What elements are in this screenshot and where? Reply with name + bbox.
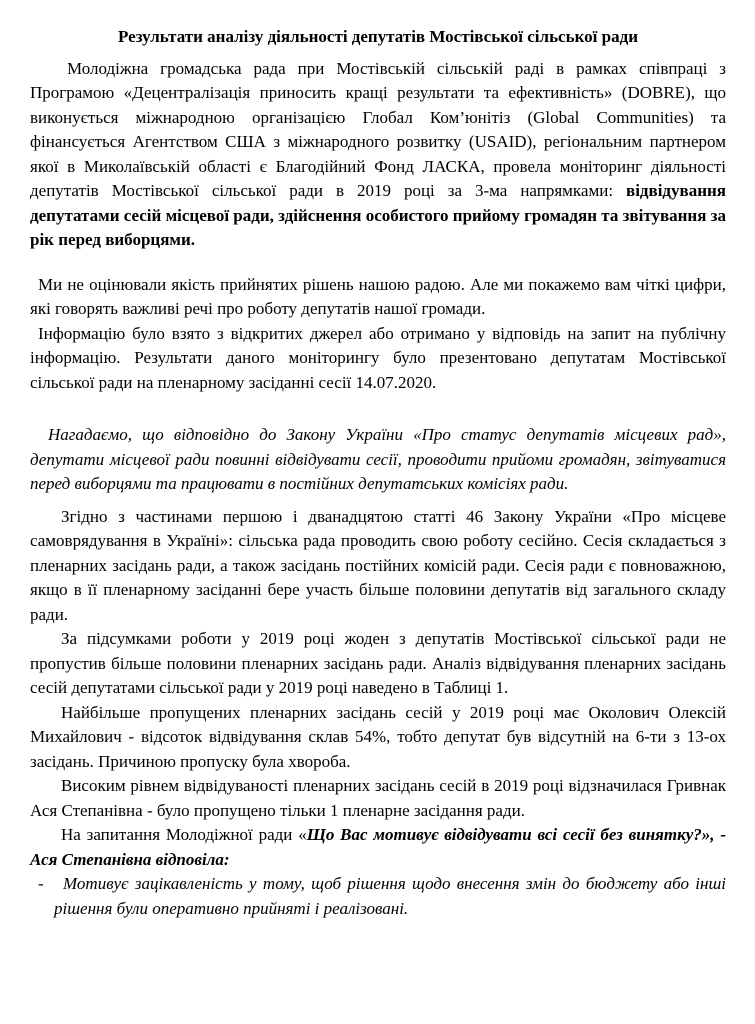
- document-title: Результати аналізу діяльності депутатів Мостівської сільської ради: [118, 27, 638, 46]
- paragraph-question: [30, 823, 726, 872]
- list-item-motivation-text: Мотивує зацікавленість у тому, щоб рішення щодо внесення змін до бюджету або інші рішення були оперативно прийняті і реалізовані.: [54, 874, 726, 918]
- paragraph-article-46: Згідно з частинами першою і дванадцятою статті 46 Закону України «Про місцеве самоврядування в Україні»: сільська рада проводить свою роботу сесійно. Сесія складається з пленарних засідань ради, а також засідань постійних комісій ради. Сесія ради є повноважною, якщо в її пленарному засіданні бере участь більше половини депутатів від загального складу ради.: [30, 506, 726, 624]
- paragraph-best-attendance: Високим рівнем відвідуваності пленарних засідань сесій в 2019 році відзначилася Гривнак Ася Степанівна - було пропущено тільки 1 пленарне засідання ради.: [30, 776, 726, 820]
- paragraph-assessment: Ми не оцінювали якість прийнятих рішень нашою радою. Але ми покажемо вам чіткі цифри, які говорять важливі речі про роботу депутатів нашої громади.: [30, 274, 726, 318]
- paragraph-question-quote-text: Що Вас мотивує відвідувати всі сесії без винятку?», - Ася Степанівна відповіла:: [30, 825, 726, 869]
- paragraph-intro: [30, 57, 726, 253]
- paragraph-intro-bold-text: відвідування депутатами сесій місцевої ради, здійснення особистого прийому громадян та звітування за рік перед виборцями.: [30, 181, 726, 249]
- paragraph-sources: Інформацію було взято з відкритих джерел або отримано у відповідь на запит на публічну інформацію. Результати даного моніторингу було презентовано депутатам Мостівської сільської ради на пленарному засіданні сесії 14.07.2020.: [30, 323, 726, 392]
- paragraph-most-missed: Найбільше пропущених пленарних засідань сесій у 2019 році має Околович Олексій Михайлович - відсоток відвідування склав 54%, тобто депутат був відсутній на 6-ти з 13-ох засідань. Причиною пропуску була хвороба.: [30, 702, 726, 771]
- paragraph-law-reminder: Нагадаємо, що відповідно до Закону України «Про статус депутатів місцевих рад», депутати місцевої ради повинні відвідувати сесії, проводити прийоми громадян, звітуватися перед виборцями та працювати в постійних депутатських комісіях ради.: [30, 425, 726, 493]
- paragraph-intro-text: Молодіжна громадська рада при Мостівській сільській раді в рамках співпраці з Програмою «Децентралізація приносить кращі результати та ефективність» (DOBRE), що виконується міжнародною організацією Глобал Ком’юнітіз (Global Communities) та фінансується Агентством США з міжнародного розвитку (USAID), регіональним партнером якої в Миколаївській області є Благодійний Фонд ЛАСКА, провела моніторинг діяльності депутатів Мостівської сільської ради в 2019 році за 3-ма напрямками:: [30, 58, 726, 200]
- paragraph-question-text: На запитання Молодіжної ради «: [61, 825, 307, 844]
- list-item-dash-marker: -: [38, 874, 44, 893]
- paragraph-results-2019: За підсумками роботи у 2019 році жоден з депутатів Мостівської сільської ради не пропустив більше половини пленарних засідань ради. Аналіз відвідування пленарних засідань сесій депутатами сільської ради у 2019 році наведено в Таблиці 1.: [30, 629, 726, 697]
- list-item-motivation: [30, 872, 726, 921]
